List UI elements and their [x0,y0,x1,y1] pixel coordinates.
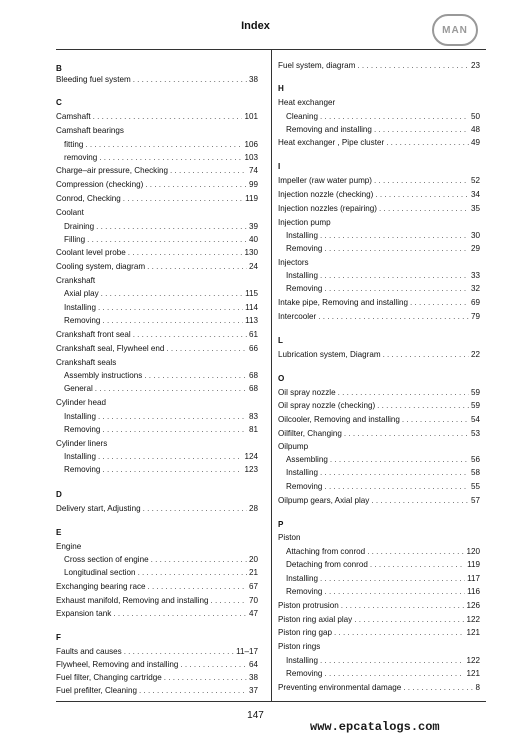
index-entry [278,429,480,439]
entry-label: Oilpump gears, Axial play [278,496,370,505]
logo-text: MAN [442,24,468,36]
dot-leader [320,656,465,666]
page-title: Index [241,20,270,32]
dot-leader [371,496,469,506]
entry-page: 79 [470,312,480,321]
dot-leader [143,504,247,514]
index-subentry [64,412,258,422]
entry-page: 114 [245,303,258,312]
dot-leader [102,465,242,475]
dot-leader [370,560,465,570]
index-entry [56,609,258,619]
dot-leader [147,262,247,272]
dot-leader [170,166,247,176]
index-subentry [286,547,480,557]
dot-leader [320,468,469,478]
dot-leader [98,303,243,313]
entry-page: 61 [248,330,258,339]
entry-label: Heat exchanger , Pipe cluster [278,138,385,147]
entry-label: Removing [286,669,323,678]
dot-leader [139,686,247,696]
entry-label: Conrod, Checking [56,194,121,203]
entry-page: 74 [248,166,258,175]
entry-page: 70 [248,596,258,605]
entry-label: Installing [64,412,96,421]
page-number: 147 [247,710,264,721]
entry-label: Piston protrusion [278,601,339,610]
entry-page: 121 [466,669,480,678]
index-subentry [286,587,480,597]
entry-label: Removing [64,316,101,325]
entry-label: Installing [64,452,96,461]
entry-page: 35 [470,204,480,213]
entry-page: 48 [470,125,480,134]
index-entry [278,683,480,693]
dot-leader [128,248,243,258]
dot-leader [99,153,242,163]
entry-page: 11–17 [236,647,258,656]
index-heading: Injection pump [278,218,331,227]
entry-label: Camshaft [56,112,91,121]
entry-label: Removing [286,284,323,293]
dot-leader [148,582,247,592]
dot-leader [383,350,469,360]
dot-leader [330,455,469,465]
index-subentry [286,482,480,492]
entry-label: Compression (checking) [56,180,144,189]
index-subentry [64,425,258,435]
entry-page: 69 [470,298,480,307]
entry-page: 58 [470,468,480,477]
dot-leader [410,298,469,308]
entry-page: 37 [248,686,258,695]
index-subentry [286,560,480,570]
dot-leader [324,482,469,492]
entry-page: 66 [248,344,258,353]
entry-page: 123 [244,465,258,474]
index-subentry [286,574,480,584]
dot-leader [98,452,243,462]
entry-page: 47 [248,609,258,618]
entry-page: 64 [248,660,258,669]
entry-label: Oilfilter, Changing [278,429,342,438]
entry-page: 126 [466,601,480,610]
entry-page: 57 [470,496,480,505]
index-entry [278,61,480,71]
index-heading: Camshaft bearings [56,126,124,135]
entry-label: Installing [286,656,318,665]
index-entry [278,388,480,398]
entry-page: 116 [467,587,480,596]
entry-page: 81 [248,425,258,434]
entry-label: Longitudinal section [64,568,136,577]
index-heading: Piston [278,533,301,542]
index-heading: Coolant [56,208,84,217]
dot-leader [98,412,247,422]
index-entry [56,75,258,85]
index-subentry [286,125,480,135]
index-entry [278,190,480,200]
index-entry [278,350,480,360]
entry-label: Assembly instructions [64,371,143,380]
index-subentry [286,284,480,294]
entry-page: 130 [244,248,258,257]
dot-leader [166,344,247,354]
entry-label: Crankshaft seal, Flywheel end [56,344,165,353]
entry-label: Lubrication system, Diagram [278,350,381,359]
index-subentry [286,656,480,666]
index-subentry [64,568,258,578]
dot-leader [85,140,242,150]
entry-label: Attaching from conrod [286,547,366,556]
entry-label: Injection nozzle (checking) [278,190,374,199]
entry-page: 8 [475,683,480,692]
index-entry [278,401,480,411]
dot-leader [341,601,465,611]
entry-page: 59 [470,388,480,397]
entry-label: Cross section of engine [64,555,149,564]
dot-leader [93,112,243,122]
index-letter: L [278,336,283,345]
index-entry [56,166,258,176]
column-divider [271,50,272,701]
entry-page: 113 [245,316,258,325]
dot-leader [344,429,469,439]
dot-leader [386,138,469,148]
entry-label: Exchanging bearing race [56,582,146,591]
entry-page: 122 [466,656,480,665]
index-heading: Injectors [278,258,309,267]
dot-leader [318,312,469,322]
entry-label: Installing [286,574,318,583]
entry-page: 124 [244,452,258,461]
entry-page: 40 [248,235,258,244]
footer-rule [56,701,486,702]
entry-page: 54 [470,415,480,424]
index-entry [278,601,480,611]
index-subentry [64,384,258,394]
index-entry [278,176,480,186]
index-entry [56,180,258,190]
index-subentry [64,452,258,462]
entry-page: 49 [470,138,480,147]
index-subentry [64,465,258,475]
entry-page: 120 [466,547,480,556]
index-subentry [64,222,258,232]
entry-label: Fuel prefilter, Cleaning [56,686,137,695]
entry-page: 38 [248,673,258,682]
entry-label: Cooling system, diagram [56,262,146,271]
dot-leader [320,112,469,122]
entry-label: Intercooler [278,312,317,321]
index-subentry [64,235,258,245]
dot-leader [164,673,247,683]
entry-label: Piston ring axial play [278,615,353,624]
entry-label: fitting [64,140,84,149]
dot-leader [324,669,464,679]
entry-page: 30 [470,231,480,240]
index-entry [278,138,480,148]
entry-label: removing [64,153,98,162]
entry-page: 55 [470,482,480,491]
dot-leader [403,683,473,693]
dot-leader [87,235,247,245]
entry-page: 53 [470,429,480,438]
index-subentry [64,555,258,565]
entry-page: 99 [248,180,258,189]
index-entry [278,628,480,638]
index-heading: Cylinder liners [56,439,108,448]
entry-page: 56 [470,455,480,464]
index-entry [278,312,480,322]
entry-page: 50 [470,112,480,121]
index-entry [278,496,480,506]
dot-leader [123,194,243,204]
index-subentry [64,289,258,299]
dot-leader [379,204,469,214]
index-subentry [286,231,480,241]
entry-label: Removing [286,482,323,491]
index-letter: E [56,528,62,537]
dot-leader [320,271,469,281]
index-entry [56,582,258,592]
dot-leader [338,388,469,398]
index-entry [278,204,480,214]
entry-label: Bleeding fuel system [56,75,131,84]
index-subentry [64,153,258,163]
index-entry [56,262,258,272]
entry-page: 83 [248,412,258,421]
index-entry [56,596,258,606]
index-heading: Engine [56,542,82,551]
index-letter: I [278,162,281,171]
dot-leader [374,125,469,135]
entry-page: 119 [245,194,258,203]
dot-leader [96,222,247,232]
entry-page: 52 [470,176,480,185]
entry-page: 39 [248,222,258,231]
entry-label: Oil spray nozzle (checking) [278,401,376,410]
index-subentry [286,468,480,478]
dot-leader [375,190,469,200]
dot-leader [324,284,469,294]
dot-leader [402,415,469,425]
dot-leader [211,596,247,606]
entry-label: Removing and installing [286,125,372,134]
index-entry [56,344,258,354]
entry-label: Intake pipe, Removing and installing [278,298,409,307]
index-entry [56,504,258,514]
index-subentry [286,112,480,122]
entry-page: 20 [248,555,258,564]
index-entry [278,298,480,308]
dot-leader [367,547,464,557]
index-entry [56,330,258,340]
index-letter: C [56,98,62,107]
entry-label: Delivery start, Adjusting [56,504,141,513]
entry-page: 103 [244,153,258,162]
watermark: www.epcatalogs.com [310,720,440,734]
entry-page: 67 [248,582,258,591]
man-logo [432,14,478,46]
entry-label: Draining [64,222,95,231]
entry-label: Oil spray nozzle [278,388,336,397]
dot-leader [324,244,469,254]
entry-label: Piston ring gap [278,628,332,637]
entry-label: Charge–air pressure, Checking [56,166,169,175]
entry-page: 29 [470,244,480,253]
dot-leader [133,330,247,340]
dot-leader [133,75,247,85]
index-entry [278,615,480,625]
entry-label: Fuel system, diagram [278,61,356,70]
dot-leader [320,574,465,584]
entry-page: 117 [467,574,480,583]
dot-leader [151,555,247,565]
index-letter: P [278,520,284,529]
dot-leader [138,568,247,578]
index-letter: H [278,84,284,93]
entry-label: Expansion tank [56,609,112,618]
index-letter: B [56,64,62,73]
index-heading: Cylinder head [56,398,106,407]
entry-page: 59 [470,401,480,410]
index-subentry [286,455,480,465]
entry-page: 68 [248,384,258,393]
entry-page: 115 [245,289,258,298]
entry-label: Installing [286,271,318,280]
index-subentry [286,271,480,281]
dot-leader [374,176,469,186]
dot-leader [102,425,247,435]
entry-page: 28 [248,504,258,513]
entry-label: Removing [64,465,101,474]
entry-page: 32 [470,284,480,293]
entry-label: Injection nozzles (repairing) [278,204,377,213]
index-entry [56,112,258,122]
dot-leader [95,384,247,394]
dot-leader [124,647,234,657]
entry-label: Coolant level probe [56,248,126,257]
entry-label: Oilcooler, Removing and installing [278,415,400,424]
entry-page: 119 [467,560,480,569]
entry-page: 106 [244,140,258,149]
index-entry [56,647,258,657]
dot-leader [113,609,247,619]
entry-label: Installing [286,468,318,477]
entry-label: Removing [64,425,101,434]
entry-page: 21 [248,568,258,577]
entry-label: Impeller (raw water pump) [278,176,373,185]
index-subentry [286,669,480,679]
index-heading: Oilpump [278,442,309,451]
entry-label: Installing [64,303,96,312]
entry-label: Installing [286,231,318,240]
entry-label: Flywheel, Removing and installing [56,660,179,669]
entry-label: Assembling [286,455,328,464]
entry-page: 23 [470,61,480,70]
index-heading: Piston rings [278,642,321,651]
index-entry [56,686,258,696]
dot-leader [377,401,469,411]
dot-leader [324,587,465,597]
entry-page: 121 [466,628,480,637]
entry-page: 68 [248,371,258,380]
dot-leader [334,628,464,638]
entry-label: Preventing environmental damage [278,683,402,692]
entry-page: 122 [466,615,480,624]
dot-leader [354,615,464,625]
index-entry [278,415,480,425]
entry-page: 38 [248,75,258,84]
entry-label: Removing [286,244,323,253]
index-heading: Heat exchanger [278,98,336,107]
index-letter: O [278,374,285,383]
dot-leader [180,660,247,670]
index-subentry [286,244,480,254]
entry-page: 33 [470,271,480,280]
index-subentry [64,140,258,150]
entry-page: 22 [470,350,480,359]
dot-leader [101,289,243,299]
entry-label: Filling [64,235,86,244]
entry-page: 101 [244,112,258,121]
dot-leader [357,61,469,71]
index-subentry [64,303,258,313]
index-entry [56,673,258,683]
entry-label: Axial play [64,289,99,298]
index-entry [56,660,258,670]
index-letter: F [56,633,61,642]
dot-leader [144,371,247,381]
entry-label: Crankshaft front seal [56,330,131,339]
dot-leader [102,316,243,326]
index-entry [56,194,258,204]
entry-label: General [64,384,93,393]
index-entry [56,248,258,258]
index-heading: Crankshaft seals [56,358,117,367]
entry-label: Detaching from conrod [286,560,368,569]
index-heading: Crankshaft [56,276,96,285]
entry-label: Cleaning [286,112,318,121]
dot-leader [145,180,247,190]
dot-leader [320,231,469,241]
entry-label: Exhaust manifold, Removing and installing [56,596,209,605]
entry-label: Removing [286,587,323,596]
entry-label: Faults and causes [56,647,122,656]
entry-label: Fuel filter, Changing cartridge [56,673,162,682]
index-subentry [64,316,258,326]
index-letter: D [56,490,62,499]
index-subentry [64,371,258,381]
entry-page: 24 [248,262,258,271]
entry-page: 34 [470,190,480,199]
